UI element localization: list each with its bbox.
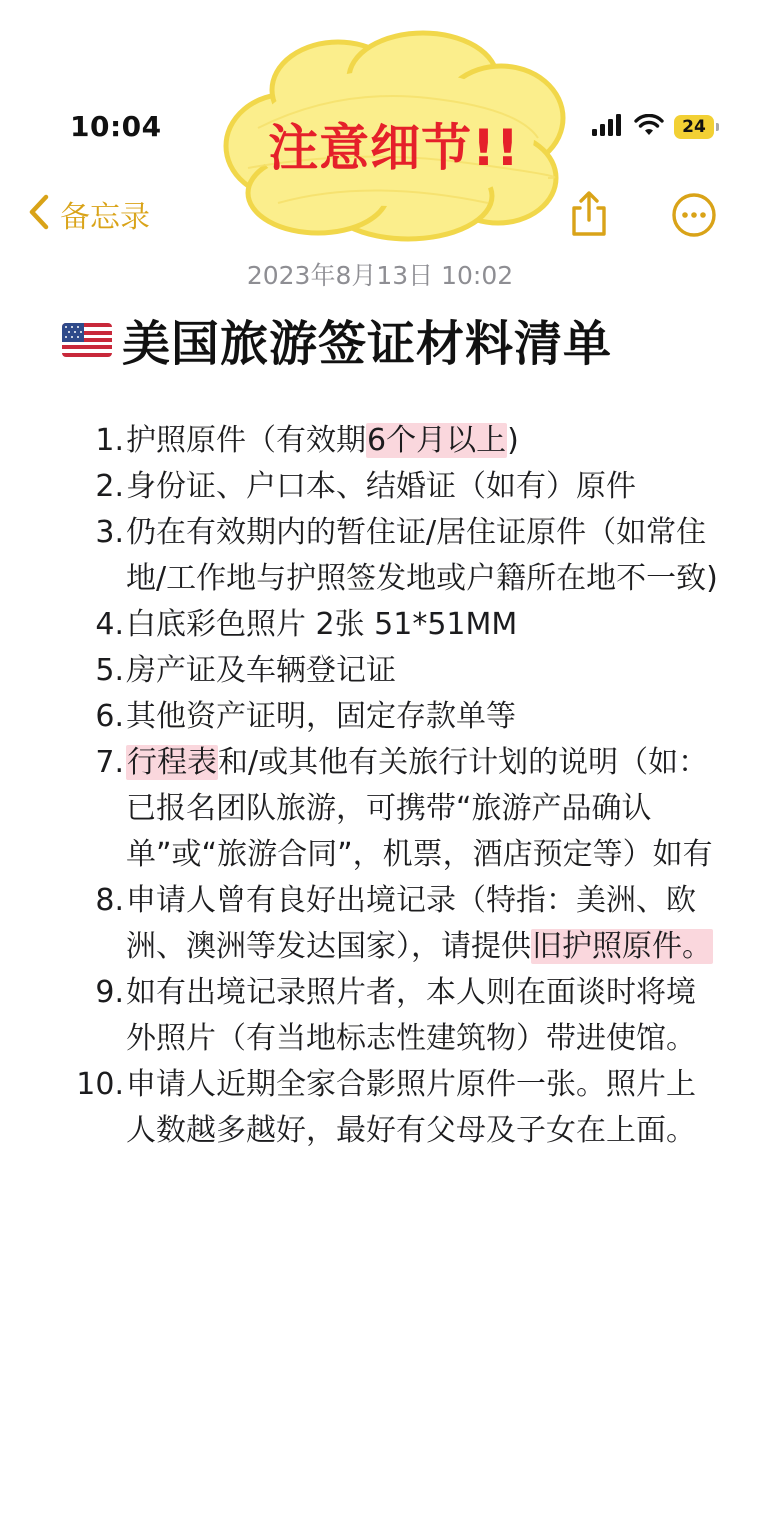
back-label: 备忘录 (60, 200, 150, 235)
item-text: 白底彩色照片 2张 51*51MM (126, 607, 518, 642)
list-item (60, 510, 720, 602)
list-item (60, 970, 720, 1062)
item-number: 6. (95, 699, 124, 734)
share-button[interactable] (566, 190, 612, 238)
item-number: 4. (95, 607, 124, 642)
item-text: 行程表和/或其他有关旅行计划的说明（如：已报名团队旅游，可携带“旅游产品确认单”或“旅游合同”，机票，酒店预定等）如有 (126, 745, 713, 872)
wifi-icon (634, 114, 664, 140)
us-flag-icon (62, 323, 112, 357)
item-number: 8. (95, 883, 124, 918)
share-icon (566, 190, 612, 238)
item-text: 如有出境记录照片者，本人则在面谈时将境外照片（有当地标志性建筑物）带进使馆。 (126, 975, 696, 1056)
back-button[interactable] (28, 192, 150, 236)
item-text: 仍在有效期内的暂住证/居住证原件（如常住地/工作地与护照签发地或户籍所在地不一致) (126, 515, 718, 596)
list-item (60, 740, 720, 878)
note-title-text: 美国旅游签证材料清单 (122, 316, 613, 372)
highlight: 6个月以上 (367, 423, 507, 458)
item-text: 其他资产证明，固定存款单等 (126, 699, 516, 734)
chevron-left-icon (28, 194, 50, 234)
more-options-button[interactable] (671, 192, 717, 238)
sticker-text: 注意细节!! (268, 119, 520, 177)
list-item (60, 694, 720, 740)
list-item (60, 602, 720, 648)
item-text: 申请人曾有良好出境记录（特指：美洲、欧洲、澳洲等发达国家），请提供旧护照原件。 (126, 883, 712, 964)
battery-level: 24 (682, 117, 706, 137)
item-text: 身份证、户口本、结婚证（如有）原件 (126, 469, 636, 504)
item-number: 1. (95, 423, 124, 458)
highlight: 旧护照原件。 (532, 929, 712, 964)
item-number: 5. (95, 653, 124, 688)
item-text: 护照原件（有效期6个月以上) (126, 423, 519, 458)
status-time: 10:04 (70, 110, 162, 143)
note-title (62, 305, 612, 374)
item-text: 申请人近期全家合影照片原件一张。照片上人数越多越好，最好有父母及子女在上面。 (126, 1067, 696, 1148)
highlight: 行程表 (127, 745, 217, 780)
list-item (60, 1062, 720, 1154)
status-icons (592, 114, 714, 140)
material-list (60, 418, 720, 1154)
item-number: 2. (95, 469, 124, 504)
item-number: 10. (76, 1067, 124, 1102)
list-item (60, 464, 720, 510)
ellipsis-circle-icon (671, 192, 717, 238)
note-date: 2023年8月13日 10:02 (246, 261, 514, 290)
list-item (60, 418, 720, 464)
item-number: 9. (95, 975, 124, 1010)
item-number: 7. (95, 745, 124, 780)
cellular-signal-icon (592, 114, 624, 140)
item-number: 3. (95, 515, 124, 550)
list-item (60, 878, 720, 970)
item-text: 房产证及车辆登记证 (126, 653, 396, 688)
battery-indicator (674, 115, 714, 139)
list-item (60, 648, 720, 694)
